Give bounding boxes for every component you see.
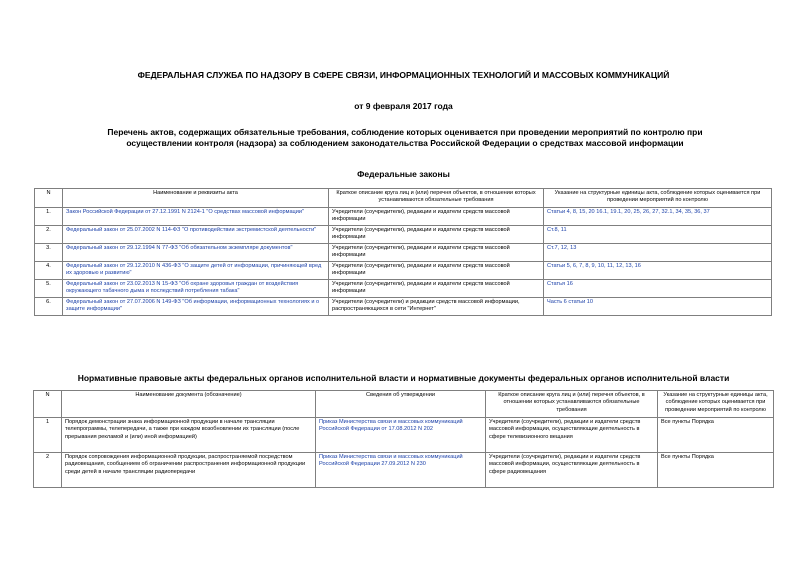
column-header-persons: Краткое описание круга лиц и (или) перечня объектов, в отношении которых устанавливаются обязательные требования [486, 391, 658, 418]
approval-link[interactable]: Приказ Министерства связи и массовых коммуникаций Российской Федерации от 17.08.2012 N 202 [316, 418, 486, 453]
persons-cell: Учредители (соучредители), редакции и издатели средств массовой информации [329, 262, 544, 280]
table-row [35, 226, 772, 244]
document-date: от 9 февраля 2017 года [354, 101, 453, 111]
units-link[interactable]: Статьи 5, 6, 7, 8, 9, 10, 11, 12, 13, 16 [544, 262, 772, 280]
act-link[interactable]: Закон Российской Федерации от 27.12.1991 N 2124-1 "О средствах массовой информации" [63, 208, 329, 226]
column-header-document-name: Наименование документа (обозначение) [62, 391, 316, 418]
table-row [35, 208, 772, 226]
agency-heading: ФЕДЕРАЛЬНАЯ СЛУЖБА ПО НАДЗОРУ В СФЕРЕ СВЯЗИ, ИНФОРМАЦИОННЫХ ТЕХНОЛОГИЙ И МАССОВЫХ КОММУНИКАЦИЙ [137, 70, 670, 80]
row-number: 5. [35, 280, 63, 298]
persons-cell: Учредители (соучредители), редакции и издатели средств массовой информации [329, 208, 544, 226]
row-number: 2 [34, 453, 62, 488]
table-row [34, 418, 774, 453]
document-title: Перечень актов, содержащих обязательные требования, соблюдение которых оценивается при проведении мероприятий по контролю при осуществлении контроля (надзора) за соблюдением законодательства Российской Федерации о средствах массовой информации [107, 127, 703, 148]
row-number: 6. [35, 298, 63, 316]
table-header-row [34, 391, 774, 418]
table-header-row [35, 189, 772, 208]
column-header-act: Наименование и реквизиты акта [63, 189, 329, 208]
column-header-approval: Сведения об утверждении [316, 391, 486, 418]
document-name-cell: Порядок демонстрации знака информационной продукции в начале трансляции телепрограммы, телепередачи, а также при каждом возобновлении их трансляции (после прерывания рекламой и (или) иной информацией) [62, 418, 316, 453]
column-header-persons: Краткое описание круга лиц и (или) перечня объектов, в отношении которых устанавливаются обязательные требования [329, 189, 544, 208]
units-cell: Все пункты Порядка [658, 418, 774, 453]
table-row [34, 453, 774, 488]
federal-laws-heading: Федеральные законы [357, 169, 450, 179]
normative-acts-table [33, 390, 774, 488]
row-number: 1 [34, 418, 62, 453]
table-row [35, 298, 772, 316]
units-link[interactable]: Статья 16 [544, 280, 772, 298]
table-row [35, 262, 772, 280]
persons-cell: Учредители (соучредители), редакции и издатели средств массовой информации [329, 280, 544, 298]
row-number: 4. [35, 262, 63, 280]
act-link[interactable]: Федеральный закон от 27.07.2006 N 149-ФЗ "Об информации, информационных технологиях и о защите информации" [63, 298, 329, 316]
act-link[interactable]: Федеральный закон от 29.12.1994 N 77-ФЗ "Об обязательном экземпляре документов" [63, 244, 329, 262]
column-header-number: N [35, 189, 63, 208]
units-link[interactable]: Статьи 4, 8, 15, 20 16.1, 19.1, 20, 25, 26, 27, 32.1, 34, 35, 36, 37 [544, 208, 772, 226]
units-cell: Все пункты Порядка [658, 453, 774, 488]
act-link[interactable]: Федеральный закон от 25.07.2002 N 114-ФЗ "О противодействии экстремистской деятельности" [63, 226, 329, 244]
normative-acts-heading: Нормативные правовые акты федеральных органов исполнительной власти и нормативные документы федеральных органов исполнительной власти [77, 373, 730, 383]
row-number: 3. [35, 244, 63, 262]
persons-cell: Учредители (соучредители), редакции и издатели средств массовой информации, осуществляющие деятельность в сфере радиовещания [486, 453, 658, 488]
units-link[interactable]: Ст.8, 11 [544, 226, 772, 244]
units-link[interactable]: Часть 6 статьи 10 [544, 298, 772, 316]
table-row [35, 244, 772, 262]
act-link[interactable]: Федеральный закон от 29.12.2010 N 436-ФЗ "О защите детей от информации, причиняющей вред их здоровью и развитию" [63, 262, 329, 280]
column-header-units: Указание на структурные единицы акта, соблюдение которых оценивается при проведении мероприятий по контролю [658, 391, 774, 418]
federal-laws-table [34, 188, 772, 316]
document-name-cell: Порядок сопровождения информационной продукции, распространяемой посредством радиовещания, сообщением об ограничении распространения информационной продукции среди детей в начале трансляции радиопередачи [62, 453, 316, 488]
row-number: 1. [35, 208, 63, 226]
persons-cell: Учредители (соучредители) и редакции средств массовой информации, распространяющихся в сети "Интернет" [329, 298, 544, 316]
persons-cell: Учредители (соучредители), редакции и издатели средств массовой информации, осуществляющие деятельность в сфере телевизионного вещания [486, 418, 658, 453]
table-row [35, 280, 772, 298]
column-header-units: Указание на структурные единицы акта, соблюдение которых оценивается при проведении мероприятий по контролю [544, 189, 772, 208]
column-header-number: N [34, 391, 62, 418]
approval-link[interactable]: Приказ Министерства связи и массовых коммуникаций Российской Федерации 27.09.2012 N 230 [316, 453, 486, 488]
units-link[interactable]: Ст.7, 12, 13 [544, 244, 772, 262]
persons-cell: Учредители (соучредители), редакции и издатели средств массовой информации [329, 226, 544, 244]
act-link[interactable]: Федеральный закон от 23.02.2013 N 15-ФЗ "Об охране здоровья граждан от воздействия окружающего табачного дыма и последствий потребления табака" [63, 280, 329, 298]
row-number: 2. [35, 226, 63, 244]
persons-cell: Учредители (соучредители), редакции и издатели средств массовой информации [329, 244, 544, 262]
